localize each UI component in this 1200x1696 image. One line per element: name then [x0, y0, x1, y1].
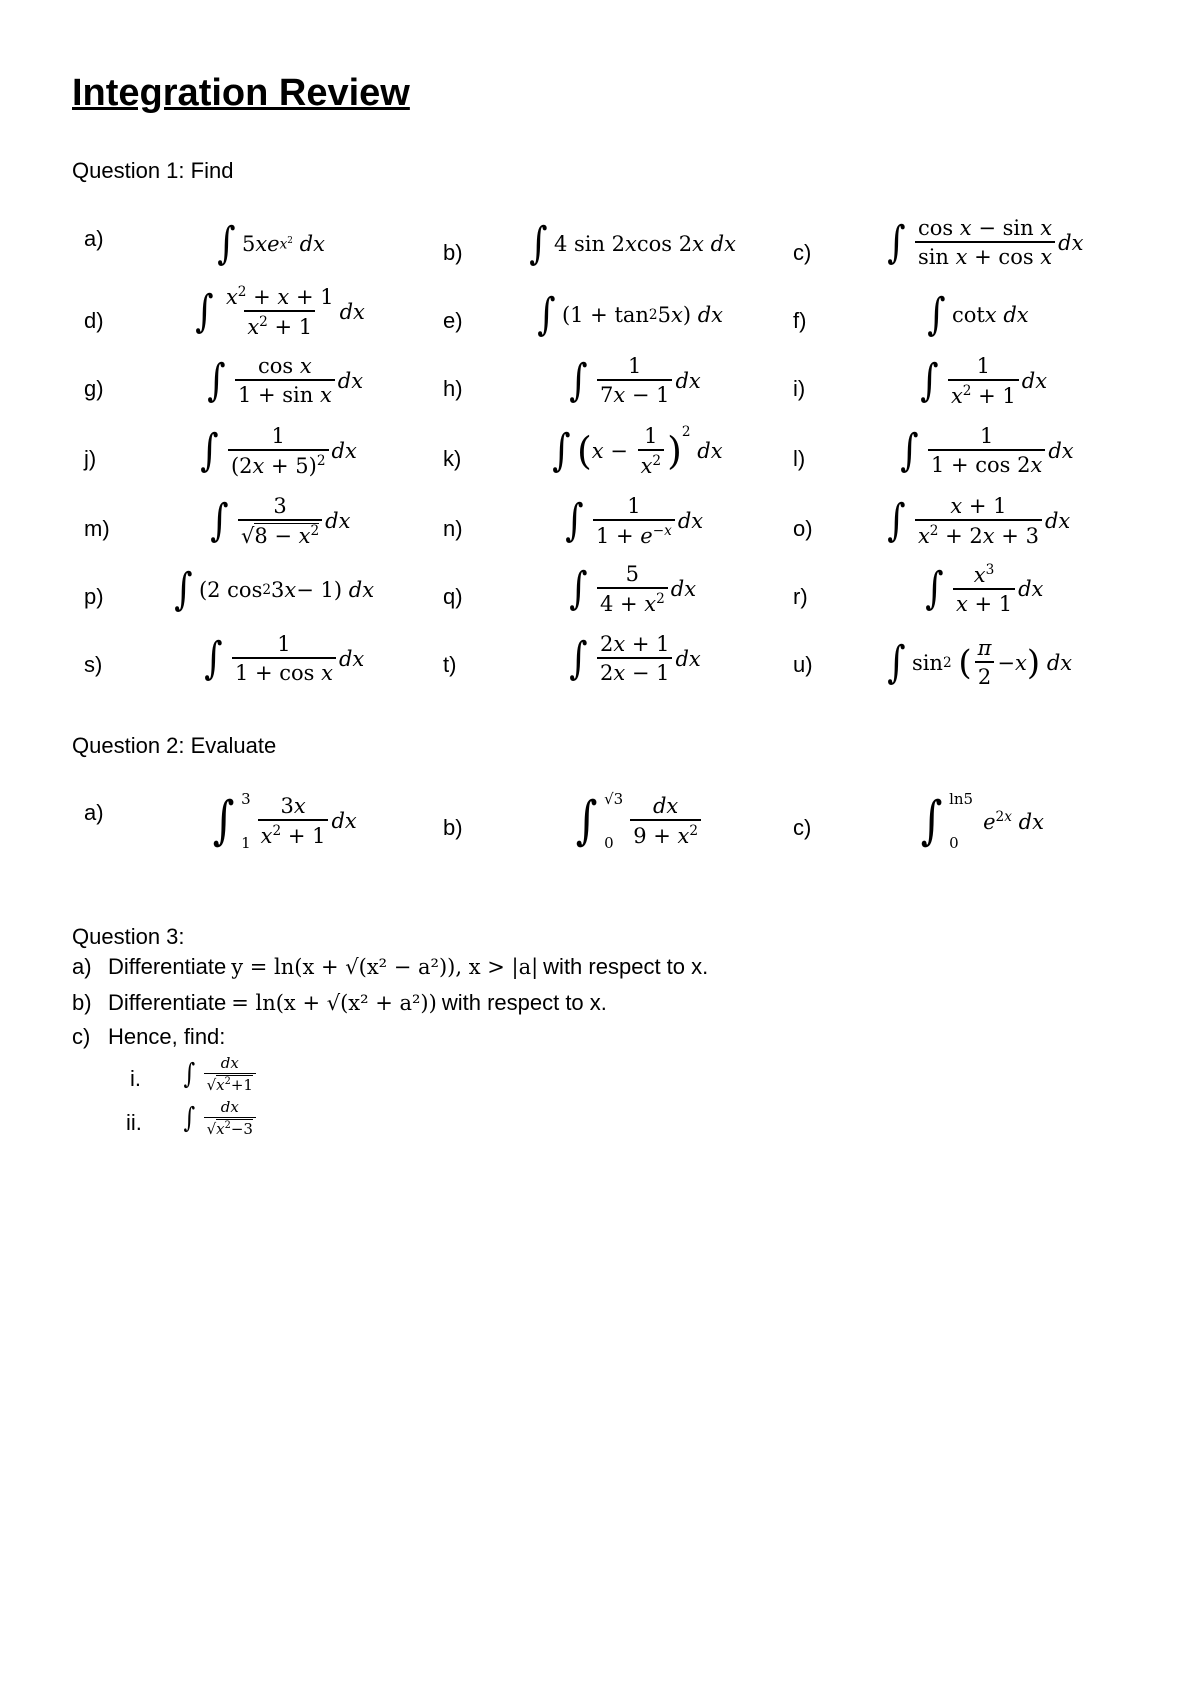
q1-label-f: f): [793, 308, 807, 333]
question-1-heading: Question 1: Find: [72, 158, 234, 183]
q1-label-m: m): [84, 516, 110, 541]
q1-label-o: o): [793, 516, 813, 541]
q1-integral-k: ∫ ( x − $\frac{1}{x^2}$ ) $^2$ dx: [552, 424, 723, 478]
q1-integral-s: ∫ $\frac{1}{\text{1 + cos x}}$ dx: [204, 632, 365, 685]
q3-part-b: [72, 990, 607, 1016]
q3-a-text: Differentiate: [108, 954, 227, 979]
q2-integral-a: ∫ 3 1 $\frac{3x}{x^2 + 1}$ dx: [212, 790, 357, 852]
q1-label-b: b): [443, 240, 463, 265]
q1-label-q: q): [443, 584, 463, 609]
q3-a-expression: y = ln(x + √(x² − a²)), x > |a|: [231, 955, 539, 979]
q3-a-tail: with respect to x.: [543, 954, 709, 979]
q1-integral-c: ∫ $\frac{\text{cos x − sin x}}{\text{sin x + cos x}}$ dx: [887, 216, 1084, 269]
q3-b-label: b): [72, 990, 92, 1015]
q1-integral-f: ∫ cot x dx: [927, 289, 1029, 340]
q1-integral-j: ∫ $\frac{1}{(2x + 5)^2}$ dx: [200, 424, 357, 478]
q1-label-u: u): [793, 652, 813, 677]
q1-label-p: p): [84, 584, 104, 609]
q1-integral-m: ∫ $\frac{3}{√8 - x^2}$ dx: [210, 494, 351, 548]
page-title: Integration Review: [72, 72, 410, 114]
q3-part-c: [72, 1024, 225, 1050]
q1-integral-u: ∫ sin 2 ( $\frac{\pi}{2}$ − x ) dx: [887, 636, 1073, 689]
q1-label-j: j): [84, 446, 97, 471]
q1-integral-n: ∫ $\frac{1}{1 + e^{-x}}$ dx: [565, 494, 704, 548]
q1-integral-h: ∫ $\frac{1}{7x - 1}$ dx: [569, 354, 701, 407]
question-3-heading: Question 3:: [72, 924, 185, 949]
q1-integral-t: ∫ $\frac{2x + 1}{2x - 1}$ dx: [569, 632, 701, 685]
q3-c-ii-label: ii.: [126, 1110, 142, 1135]
q2-label-c: c): [793, 815, 812, 840]
q1-label-t: t): [443, 652, 457, 677]
q1-label-n: n): [443, 516, 463, 541]
q1-label-a: a): [84, 226, 104, 251]
q1-label-c: c): [793, 240, 812, 265]
q1-integral-a: ∫ 5 x e $x^2$ dx: [217, 218, 325, 269]
q1-integral-q: ∫ $\frac{5}{4 + x^2}$ dx: [569, 562, 697, 616]
q1-label-e: e): [443, 308, 463, 333]
q3-c-i-integral: ∫ $\frac{dx}{√x^2+1}$: [182, 1054, 259, 1094]
q1-integral-p: ∫ (2 cos 2 3 x − 1) dx: [174, 564, 375, 615]
q3-b-tail: with respect to x.: [441, 990, 607, 1015]
q1-label-h: h): [443, 376, 463, 401]
q2-label-a: a): [84, 800, 104, 825]
q2-integral-b: ∫ √3 0 $\frac{dx}{9 + x^2}$: [573, 790, 704, 852]
q1-label-g: g): [84, 376, 104, 401]
q1-label-s: s): [84, 652, 103, 677]
q1-integral-r: ∫ $\frac{x^3}{x + 1}$ dx: [925, 562, 1044, 616]
q3-c-label: c): [72, 1024, 91, 1049]
q3-b-text: Differentiate: [108, 990, 227, 1015]
q3-c-i-label: i.: [130, 1066, 141, 1091]
q1-label-r: r): [793, 584, 808, 609]
q1-label-d: d): [84, 308, 104, 333]
q2-integral-c: ∫ ln5 0 $e^{2x}$ dx: [920, 790, 1044, 852]
q1-integral-e: ∫ (1 + tan 2 5 x ) dx: [537, 289, 723, 340]
q1-integral-d: ∫ $\frac{x^2 + x + 1}{x^2 + 1}$ dx: [195, 284, 365, 339]
q1-integral-b: ∫ 4 sin 2 x cos 2 x dx: [529, 218, 736, 269]
q3-part-a: [72, 954, 708, 980]
q3-c-text: Hence, find:: [108, 1024, 226, 1049]
q3-c-ii-integral: ∫ $\frac{dx}{√x^2-3}$: [182, 1098, 259, 1138]
q1-integral-o: ∫ $\frac{x + 1}{x^2 + 2x + 3}$ dx: [887, 494, 1071, 548]
q1-label-l: l): [793, 446, 806, 471]
q1-integral-i: ∫ $\frac{1}{x^2 + 1}$ dx: [920, 354, 1048, 408]
q3-a-label: a): [72, 954, 92, 979]
q1-integral-l: ∫ $\frac{1}{1 + \cos 2x}$ dx: [900, 424, 1074, 477]
question-2-heading: Question 2: Evaluate: [72, 733, 277, 758]
q1-integral-g: ∫ $\frac{\text{cos x}}{\text{1 + sin x}}$ dx: [207, 354, 364, 407]
q1-label-i: i): [793, 376, 806, 401]
q2-label-b: b): [443, 815, 463, 840]
q1-label-k: k): [443, 446, 462, 471]
q3-b-expression: = ln(x + √(x² + a²)): [231, 991, 437, 1015]
